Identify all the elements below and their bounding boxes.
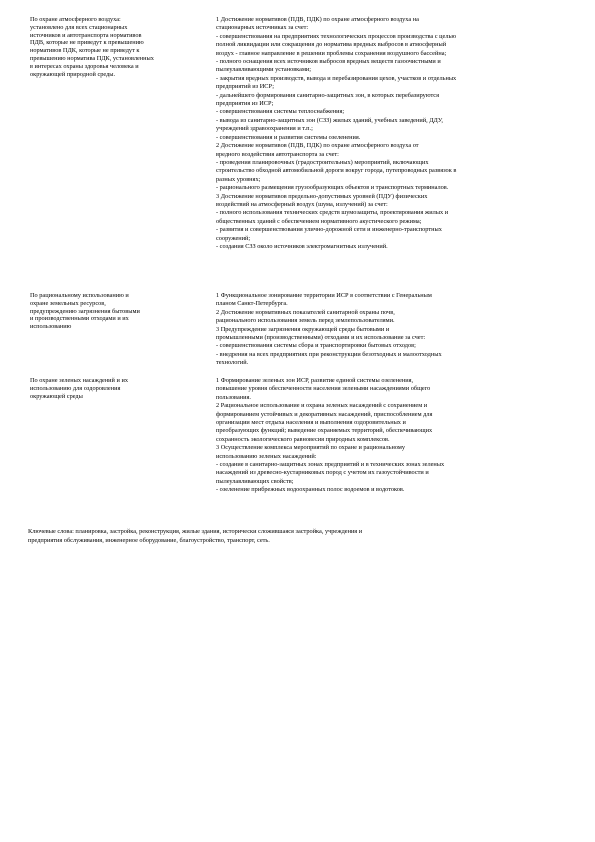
text-line: 3 Достижение нормативов предельно-допустимых уровней (ПДУ) физических: [216, 192, 428, 200]
text-line: предприятия из ИСР;: [216, 100, 274, 108]
text-line: вредного воздействия автотранспорта за счет:: [216, 150, 339, 158]
text-line: пылеулавливающими установками;: [216, 66, 312, 74]
text-line: По охране зеленых насаждений и их: [30, 377, 128, 384]
text-line: общественных зданий с обеспечением нормативного акустического режима;: [216, 217, 422, 225]
text-line: формированием устойчивых и декоративных насаждений, приспособлением для: [216, 410, 433, 418]
text-line: нормативов ПДК, которые не приведут к: [30, 47, 140, 55]
table-row-green-spaces: [28, 377, 572, 517]
text-line: 1 Достижение нормативов (ПДВ, ПДК) по охране атмосферного воздуха на: [216, 16, 419, 23]
text-line: технологий.: [216, 359, 249, 367]
text-line: строительство обходной автомобильной дороги вокруг города, путепроводных развязок в: [216, 167, 457, 175]
text-line: - совершенствования на предприятиях технологических процессов производства с целью: [216, 32, 457, 40]
row-3-measures-cell: [214, 377, 572, 517]
text-line: 2 Достижение нормативов (ПДВ, ПДК) по охране атмосферного воздуха от: [216, 142, 419, 150]
text-line: воздух - главное направление в решении проблемы сохранения воздушного бассейна;: [216, 49, 447, 57]
text-line: 2 Рациональное использование и охрана зеленых насаждений с сохранением и: [216, 402, 428, 410]
text-line: охране земельных ресурсов,: [30, 299, 106, 307]
text-line: - вывода из санитарно-защитных зон (СЗЗ) жилых зданий, учебных заведений, ДДУ,: [216, 116, 443, 124]
text-line: - создание в санитарно-защитных зонах предприятий и в технических зонах зеленых: [216, 461, 445, 469]
row-2-measures-cell: [214, 292, 572, 377]
keywords-line: предприятия обслуживания, инженерное оборудование, благоустройство, транспорт, сеть.: [28, 537, 270, 544]
text-line: предупреждению загрязнения бытовыми: [30, 307, 140, 315]
text-line: - внедрения на всех предприятиях при реконструкции безотходных и малоотходных: [216, 350, 442, 358]
text-line: - совершенствования системы теплоснабжения;: [216, 108, 345, 116]
text-line: повышение уровня обеспеченности населения зелеными насаждениями общего: [216, 385, 431, 393]
row-3-category-cell: [28, 377, 214, 517]
text-line: 1 Функциональное зонирование территории ИСР в соответствии с Генеральным: [216, 292, 432, 299]
text-line: окружающей среды: [30, 392, 83, 400]
text-line: - рационального размещения грузообразующих объектов и транспортных терминалов.: [216, 184, 449, 192]
text-line: - проведения планировочных (градостроительных) мероприятий, включающих: [216, 158, 429, 166]
text-line: преобразующих функций; выведение охраняемых территорий, обеспечивающих: [216, 427, 433, 435]
text-line: - совершенствования системы сбора и транспортировки бытовых отходов;: [216, 342, 416, 350]
text-line: использованию для оздоровления: [30, 384, 121, 392]
text-line: и производственными отходами и их: [30, 315, 129, 323]
text-line: рационального использования земель перед землепользователями.: [216, 317, 395, 325]
text-line: - полного оснащения всех источников выбросов вредных веществ газоочистными и: [216, 58, 441, 66]
text-line: пользования.: [216, 393, 251, 401]
text-line: окружающей природной среды.: [30, 70, 116, 78]
measures-table: [28, 16, 572, 517]
text-line: 2 Достижение нормативных показателей санитарной охраны почв,: [216, 308, 395, 316]
text-line: - развития и совершенствования улично-дорожной сети и инженерно-транспортных: [216, 226, 442, 234]
text-line: использованию: [30, 323, 72, 331]
text-line: По рациональному использованию и: [30, 292, 129, 299]
text-line: полной ликвидации или сокращения до норматива вредных выбросов в атмосферный: [216, 41, 447, 49]
text-line: - совершенствования и развития системы озеленения.: [216, 133, 361, 141]
text-line: - озеленение прибрежных водоохранных полос водоемов и водотоков.: [216, 486, 405, 494]
text-line: - создания СЗЗ около источников электромагнитных излучений.: [216, 242, 388, 250]
text-line: По охране атмосферного воздуха:: [30, 16, 121, 23]
text-line: - полного использования технических средств шумозащиты, проектирования жилых и: [216, 209, 449, 217]
text-line: 3 Осуществление комплекса мероприятий по охране и рациональному: [216, 444, 405, 452]
text-line: 3 Предупреждение загрязнения окружающей среды бытовыми и: [216, 325, 390, 333]
keywords-paragraph: [28, 527, 572, 545]
table-row-land-resources: [28, 292, 572, 377]
text-line: организации мест отдыха населения и выполнения оздоровительных и: [216, 419, 406, 427]
row-1-category-cell: [28, 16, 214, 292]
text-line: воздействий на атмосферный воздух (шума, излучений) за счет:: [216, 200, 388, 208]
text-line: предприятий из ИСР;: [216, 83, 274, 91]
text-line: пылеулавливающих свойств;: [216, 477, 294, 485]
text-line: ПДВ, которые не приведут к превышению: [30, 39, 144, 47]
text-line: превышению норматива ПДК, установленных: [30, 54, 154, 62]
table-row-air-protection: [28, 16, 572, 292]
text-line: источников и автотранспорта нормативов: [30, 31, 142, 39]
text-line: сохранность экологического равновесия природных комплексов.: [216, 435, 390, 443]
text-line: 1 Формирование зеленых зон ИСР, развитие единой системы озеленения,: [216, 377, 414, 384]
text-line: сооружений;: [216, 234, 251, 242]
text-line: в интересах охраны здоровья человека и: [30, 62, 139, 70]
keywords-line: Ключевые слова: планировка, застройка, реконструкция, жилые здания, исторически сложившаяся застройка, учреждения и: [28, 528, 363, 535]
text-line: - закрытия вредных производств, вывода и перебазирования цехов, участков и отдельных: [216, 74, 457, 82]
text-line: планом Санкт-Петербурга.: [216, 300, 288, 308]
text-line: стационарных источниках за счет:: [216, 24, 309, 32]
text-line: установлено для всех стационарных: [30, 23, 128, 31]
row-2-category-cell: [28, 292, 214, 377]
text-line: промышленными (производственными) отходами и их использование за счет:: [216, 334, 426, 342]
text-line: учреждений здравоохранения и т.п.;: [216, 125, 313, 133]
text-line: разных уровнях;: [216, 175, 261, 183]
text-line: насаждений из древесно-кустарниковых пород с учетом их газоустойчивости и: [216, 469, 429, 477]
text-line: использованию зеленых насаждений:: [216, 452, 317, 460]
row-1-measures-cell: [214, 16, 572, 292]
text-line: - дальнейшего формирования санитарно-защитных зон, в которых перебазируются: [216, 91, 439, 99]
